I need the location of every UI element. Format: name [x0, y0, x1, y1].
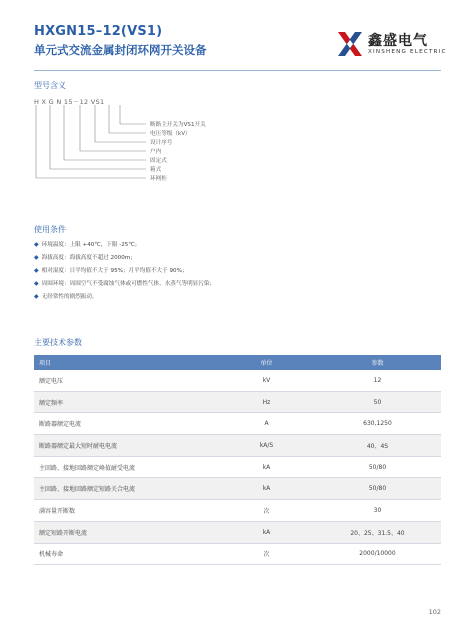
diamond-bullet-icon: ◆	[34, 293, 39, 300]
cell-value: 630,1250	[314, 413, 441, 435]
cell-value: 30	[314, 500, 441, 522]
cell-item: 额定短路开断电流	[34, 521, 219, 543]
cell-value: 20、25、31.5、40	[314, 521, 441, 543]
table-row	[34, 456, 441, 478]
cell-item: 机械寿命	[34, 543, 219, 565]
specs-table	[34, 355, 441, 565]
table-row	[34, 500, 441, 522]
model-item: 环网柜	[150, 176, 167, 182]
column-header-unit: 单位	[219, 355, 314, 370]
conditions-section-title: 使用条件	[34, 225, 66, 234]
diamond-bullet-icon: ◆	[34, 267, 39, 274]
table-row	[34, 435, 441, 457]
cell-item: 满容量开断数	[34, 500, 219, 522]
model-item: 设计序号	[150, 140, 173, 146]
cell-unit: Hz	[219, 391, 314, 413]
cell-unit: kA/S	[219, 435, 314, 457]
page-number: 102	[428, 608, 441, 616]
condition-item: ◆ 周围环境：周围空气不受腐蚀气体或可燃性气体、水蒸气等明显污染；	[34, 280, 216, 287]
logo-english: XINSHENG ELECTRIC	[368, 49, 447, 55]
cell-value: 2000/10000	[314, 543, 441, 565]
table-row	[34, 413, 441, 435]
cell-unit: 次	[219, 500, 314, 522]
diamond-bullet-icon: ◆	[34, 254, 39, 261]
diamond-bullet-icon: ◆	[34, 280, 39, 287]
condition-item: ◆ 无经常性的剧烈振动。	[34, 293, 98, 300]
column-header-value: 参数	[314, 355, 441, 370]
page-title: HXGN15–12(VS1)	[34, 24, 163, 39]
cell-unit: A	[219, 413, 314, 435]
cell-item: 断路器额定电流	[34, 413, 219, 435]
cell-item: 额定频率	[34, 391, 219, 413]
cell-value: 40、4S	[314, 435, 441, 457]
condition-item: ◆ 相对湿度：日平均值不大于 95%；月平均值不大于 90%；	[34, 267, 188, 274]
table-row	[34, 391, 441, 413]
model-item: 电压等级（kV）	[150, 131, 191, 137]
cell-unit: kA	[219, 456, 314, 478]
table-row	[34, 370, 441, 391]
cell-item: 主回路、接地回路额定峰值耐受电流	[34, 456, 219, 478]
condition-item: ◆ 环境温度：上限 +40℃，下限 -25℃；	[34, 241, 141, 248]
model-item: 户内	[150, 149, 162, 155]
model-item: 箱式	[150, 167, 162, 173]
column-header-item: 项目	[34, 355, 219, 370]
table-row	[34, 478, 441, 500]
model-code: H X G N 15－12 VS1	[34, 98, 105, 106]
logo-name: 鑫盛电气	[368, 33, 428, 49]
page-subtitle: 单元式交流金属封闭环网开关设备	[34, 43, 207, 57]
table-row	[34, 521, 441, 543]
cell-value: 12	[314, 370, 441, 391]
cell-value: 50/80	[314, 478, 441, 500]
model-item: 固定式	[150, 158, 167, 164]
table-header-row	[34, 355, 441, 370]
cell-item: 额定电压	[34, 370, 219, 391]
diamond-bullet-icon: ◆	[34, 241, 39, 248]
cell-unit: kA	[219, 478, 314, 500]
cell-value: 50/80	[314, 456, 441, 478]
cell-unit: kA	[219, 521, 314, 543]
cell-value: 50	[314, 391, 441, 413]
table-row	[34, 543, 441, 565]
model-item: 断路主开关为VS1开关	[150, 122, 206, 128]
cell-unit: kV	[219, 370, 314, 391]
cell-unit: 次	[219, 543, 314, 565]
cell-item: 断路器额定最大短时耐电电流	[34, 435, 219, 457]
model-section-title: 型号含义	[34, 81, 66, 90]
specs-section-title: 主要技术参数	[34, 338, 82, 347]
condition-item: ◆ 海拔高度：海拔高度不超过 2000m；	[34, 254, 136, 261]
cell-item: 主回路、接地回路额定短路关合电流	[34, 478, 219, 500]
